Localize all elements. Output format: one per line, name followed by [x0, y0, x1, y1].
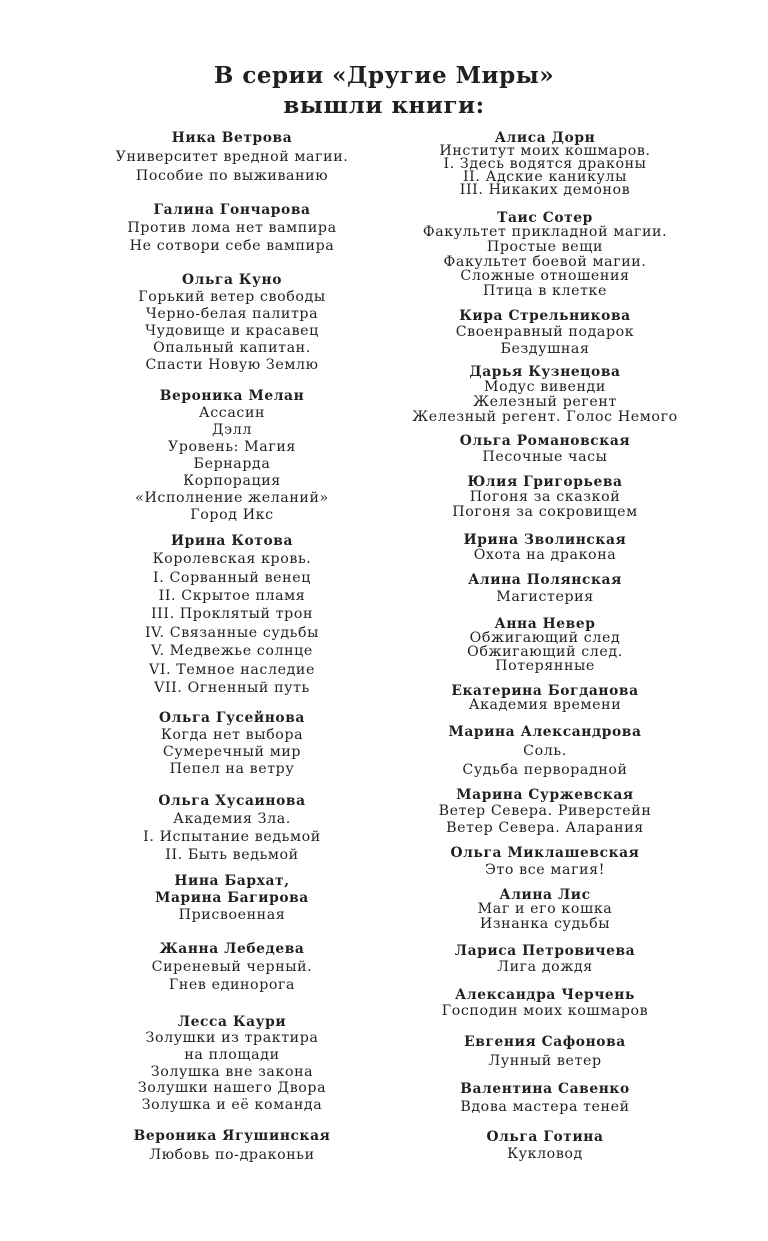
author-name: Александра Черчень	[455, 987, 635, 1003]
book-title: II. Быть ведьмой	[165, 847, 299, 863]
author-entry	[52, 873, 412, 924]
author-name: Алина Полянская	[468, 571, 622, 588]
author-name: Марина Суржевская	[456, 786, 634, 803]
author-name: Вероника Мелан	[159, 387, 305, 404]
author-entry	[365, 617, 725, 673]
book-title: Против лома нет вампира	[127, 220, 337, 236]
book-title: Золушки нашего Двора	[137, 1080, 327, 1097]
book-title: Лига дождя	[497, 959, 593, 975]
book-title: Обжигающий след	[469, 630, 621, 646]
author-entry	[365, 572, 725, 606]
author-name: Алина Лис	[499, 886, 591, 903]
author-name: Ольга Гусейнова	[159, 709, 305, 726]
book-title: II. Скрытое пламя	[158, 588, 306, 605]
author-entry	[365, 684, 725, 712]
book-title: VII. Огненный путь	[154, 680, 310, 697]
author-entry	[52, 129, 412, 186]
author-name: Лариса Петровичева	[454, 943, 636, 959]
book-title: Присвоенная	[178, 906, 286, 923]
book-title: на площади	[184, 1047, 280, 1064]
author-entry	[365, 888, 725, 932]
book-title: Сложные отношения	[460, 268, 630, 285]
book-title: Простые вещи	[486, 239, 604, 256]
author-name: Екатерина Богданова	[451, 683, 639, 699]
author-entry	[365, 1080, 725, 1116]
book-title: Академия времени	[468, 697, 622, 713]
book-title: Опальный капитан.	[153, 339, 311, 356]
book-title: I. Здесь водятся драконы	[443, 155, 647, 172]
book-title: Птица в клетке	[482, 283, 608, 300]
book-title: Охота на дракона	[473, 546, 617, 563]
author-name: Кира Стрельникова	[459, 307, 631, 324]
book-title: III. Никаких демонов	[459, 181, 631, 198]
author-entry	[365, 1129, 725, 1163]
book-title: Ассасин	[198, 404, 266, 421]
book-title: I. Сорванный венец	[153, 569, 311, 586]
book-title: Пепел на ветру	[169, 760, 295, 777]
book-title: Судьба перворадной	[462, 761, 628, 778]
author-entry	[365, 211, 725, 299]
author-name: Юлия Григорьева	[467, 473, 623, 490]
author-entry	[365, 987, 725, 1019]
book-title: Академия Зла.	[173, 811, 291, 827]
series-subtitle: вышли книги:	[283, 92, 485, 119]
book-title: Любовь по-драконьи	[149, 1146, 315, 1163]
book-title: Факультет боевой магии.	[443, 253, 647, 270]
book-title: «Исполнение желаний»	[135, 489, 329, 506]
author-entry	[52, 1127, 412, 1165]
author-entry	[52, 710, 412, 778]
book-title: Обжигающий след.	[467, 644, 623, 660]
author-name: Ольга Куно	[182, 271, 282, 288]
author-name: Жанна Лебедева	[159, 941, 305, 957]
author-name: Ольга Романовская	[459, 433, 631, 449]
book-title: Потерянные	[495, 658, 595, 674]
author-entry	[365, 308, 725, 358]
book-title: Дэлл	[212, 421, 252, 438]
book-title: Золушка вне закона	[150, 1063, 314, 1080]
book-title: Золушка и её команда	[141, 1097, 323, 1114]
author-entry	[52, 532, 412, 698]
book-title: Бездушная	[500, 340, 590, 357]
author-name: Галина Гончарова	[153, 202, 311, 218]
author-name: Ольга Миклашевская	[450, 844, 640, 861]
author-name: Алиса Дорн	[494, 129, 596, 146]
author-entry	[52, 940, 412, 994]
author-entry	[52, 792, 412, 864]
book-title: Лунный ветер	[488, 1052, 602, 1069]
book-title: Кукловод	[507, 1145, 583, 1162]
book-title: Спасти Новую Землю	[145, 356, 319, 373]
author-entry	[52, 388, 412, 524]
book-title: Город Икс	[190, 506, 274, 523]
book-title: Погоня за сказкой	[469, 488, 621, 505]
author-name: Ирина Котова	[171, 532, 293, 549]
book-title: Погоня за сокровищем	[452, 503, 638, 520]
book-title: Модус вивенди	[484, 378, 606, 395]
book-title: Соль.	[523, 742, 567, 759]
author-entry	[365, 723, 725, 780]
author-name: Марина Александрова	[448, 723, 642, 740]
author-entry	[52, 272, 412, 374]
book-title: Маг и его кошка	[477, 901, 613, 918]
book-title: Чудовище и красавец	[145, 322, 319, 339]
book-title: Сумеречный мир	[162, 743, 302, 760]
author-entry	[365, 475, 725, 520]
book-title: III. Проклятый трон	[150, 606, 314, 623]
book-title: Не сотвори себе вампира	[129, 238, 335, 254]
author-entry	[365, 943, 725, 975]
book-title: Корпорация	[183, 472, 281, 489]
book-title: Господин моих кошмаров	[441, 1003, 649, 1019]
series-title: В серии «Другие Миры»	[213, 62, 555, 89]
author-entry	[365, 1033, 725, 1071]
author-entry	[52, 1014, 412, 1114]
book-title: Вдова мастера теней	[460, 1099, 630, 1115]
author-name: Дарья Кузнецова	[469, 363, 621, 380]
book-title: Ветер Севера. Аларания	[446, 819, 644, 836]
book-title: Бернарда	[193, 455, 271, 472]
author-name: Валентина Савенко	[460, 1081, 630, 1097]
author-name: Ольга Хусаинова	[158, 793, 306, 809]
book-title: Уровень: Магия	[168, 438, 296, 455]
author-entry	[365, 845, 725, 879]
author-name: Таис Сотер	[497, 209, 593, 226]
author-name: Вероника Ягушинская	[133, 1127, 331, 1144]
author-name: Нина Бархат,	[174, 872, 290, 889]
book-title: Институт моих кошмаров.	[439, 142, 651, 159]
book-title: Золушки из трактира	[145, 1030, 319, 1047]
book-title: IV. Связанные судьбы	[144, 624, 320, 641]
author-entry	[365, 533, 725, 563]
book-title: Факультет прикладной магии.	[422, 224, 668, 241]
book-title: Ветер Севера. Риверстейн	[438, 803, 652, 820]
book-title: Железный регент	[473, 393, 617, 410]
book-title: Железный регент. Голос Немого	[412, 408, 678, 425]
author-name: Ольга Готина	[486, 1128, 604, 1145]
author-name: Анна Невер	[494, 616, 596, 632]
book-title: V. Медвежье солнце	[151, 643, 313, 660]
book-title: Когда нет выбора	[160, 726, 304, 743]
author-entry	[52, 201, 412, 255]
author-name: Ирина Зволинская	[463, 531, 627, 548]
book-title: Это все магия!	[484, 861, 606, 878]
book-title: Изнанка судьбы	[479, 915, 611, 932]
book-title: Своенравный подарок	[455, 324, 635, 341]
book-title: I. Испытание ведьмой	[143, 829, 321, 845]
book-title: Сиреневый черный.	[151, 959, 313, 975]
book-title: Магистерия	[496, 588, 594, 605]
author-entry	[365, 433, 725, 465]
book-title: Пособие по выживанию	[135, 167, 329, 184]
author-name: Евгения Сафонова	[464, 1033, 626, 1050]
book-title: II. Адские каникулы	[462, 168, 628, 185]
author-entry	[365, 787, 725, 837]
book-title: Песочные часы	[482, 449, 608, 465]
author-entry	[365, 365, 725, 425]
book-title: Королевская кровь.	[152, 551, 312, 568]
author-entry	[365, 129, 725, 198]
book-title: Черно-белая палитра	[145, 305, 319, 322]
author-name: Лесса Каури	[177, 1013, 287, 1030]
book-title: Гнев единорога	[168, 977, 296, 993]
book-title: Университет вредной магии.	[115, 148, 349, 165]
author-name: Марина Багирова	[155, 889, 309, 906]
author-name: Ника Ветрова	[171, 129, 293, 146]
book-title: Горький ветер свободы	[138, 288, 326, 305]
book-title: VI. Темное наследие	[149, 661, 315, 678]
